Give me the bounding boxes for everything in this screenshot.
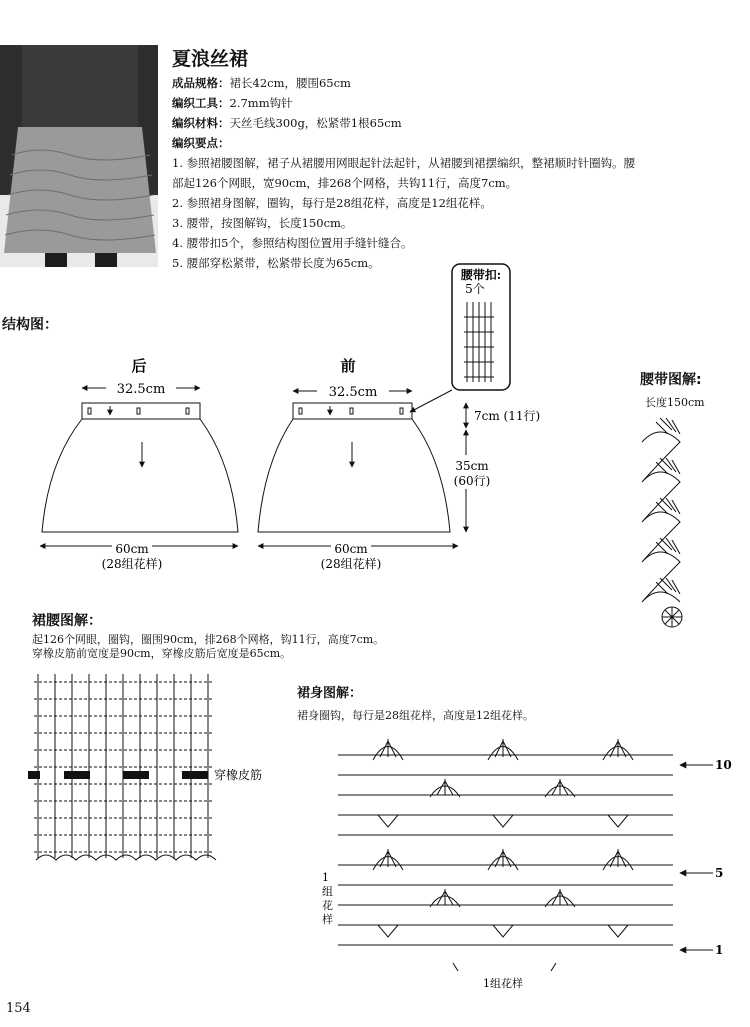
front-hem-width: 60cm <box>334 542 368 556</box>
step-line: 部起126个网眼，宽90cm，排268个网格，共钩11行，高度7cm。 <box>172 176 518 190</box>
structure-heading: 结构图： <box>2 317 58 333</box>
back-hem-width: 60cm <box>115 542 149 556</box>
body-chart-heading: 裙身图解： <box>297 686 363 701</box>
repeat-side-2: 组 <box>322 885 333 898</box>
row-mark-5: 5 <box>715 866 724 880</box>
step-line: 1. 参照裙腰图解，裙子从裙腰用网眼起针法起针，从裙腰到裙摆编织，整裙顺时针圈钩。腰 <box>172 156 636 170</box>
buckle-title: 腰带扣: <box>460 268 502 282</box>
body-chart-desc: 裙身圈钩，每行是28组花样，高度是12组花样。 <box>297 709 534 722</box>
back-label: 后 <box>131 357 147 375</box>
elastic-label: 穿橡皮筋 <box>214 768 263 782</box>
step-line: 4. 腰带扣5个，参照结构图位置用手缝针缝合。 <box>172 236 413 250</box>
repeat-bottom-label: 1组花样 <box>483 977 523 990</box>
spec-list <box>172 73 635 273</box>
waist-height: 7cm (11行) <box>474 409 541 423</box>
skirt-photo <box>0 45 158 267</box>
row-mark-1: 1 <box>715 943 724 957</box>
body-height: 35cm <box>455 459 489 473</box>
repeat-side-4: 样 <box>322 913 333 926</box>
back-skirt-body <box>42 419 238 532</box>
front-label: 前 <box>340 357 356 375</box>
waist-chart <box>28 668 288 868</box>
step-line: 5. 腰部穿松紧带，松紧带长度为65cm。 <box>172 256 380 270</box>
repeat-side-1: 1 <box>322 871 329 884</box>
waist-chart-desc: 起126个网眼，圈钩，圈围90cm，排268个网格，钩11行，高度7cm。 穿橡皮筋前宽度是90cm，穿橡皮筋后宽度是65cm。 <box>32 633 385 660</box>
step-line: 3. 腰带，按图解钩，长度150cm。 <box>172 216 353 230</box>
front-hem-repeats: (28组花样) <box>320 557 382 571</box>
spec-size: 成品规格：裙长42cm，腰围65cm <box>172 76 351 90</box>
repeat-side-3: 花 <box>322 899 333 912</box>
belt-chart <box>630 412 710 632</box>
steps-heading: 编织要点： <box>172 136 230 150</box>
buckle-count: 5个 <box>465 282 485 296</box>
spec-tools: 编织工具：2.7mm钩针 <box>172 96 293 110</box>
back-waist-width: 32.5cm <box>116 382 166 397</box>
structure-diagram <box>0 262 541 582</box>
waist-chart-heading: 裙腰图解： <box>32 613 102 629</box>
front-waist-width: 32.5cm <box>328 385 378 400</box>
page-number: 154 <box>6 1001 31 1016</box>
body-chart <box>318 735 748 995</box>
pattern-title: 夏浪丝裙 <box>172 48 249 70</box>
back-waistband <box>82 403 200 419</box>
belt-length: 长度150cm <box>645 396 705 409</box>
body-rows: (60行) <box>453 474 491 488</box>
belt-title: 腰带图解: <box>640 372 702 388</box>
back-hem-repeats: (28组花样) <box>101 557 163 571</box>
row-mark-10: 10 <box>715 758 732 772</box>
step-line: 2. 参照裙身图解，圈钩，每行是28组花样，高度是12组花样。 <box>172 196 492 210</box>
front-skirt-body <box>258 419 450 532</box>
spec-materials: 编织材料：天丝毛线300g，松紧带1根65cm <box>172 116 402 130</box>
